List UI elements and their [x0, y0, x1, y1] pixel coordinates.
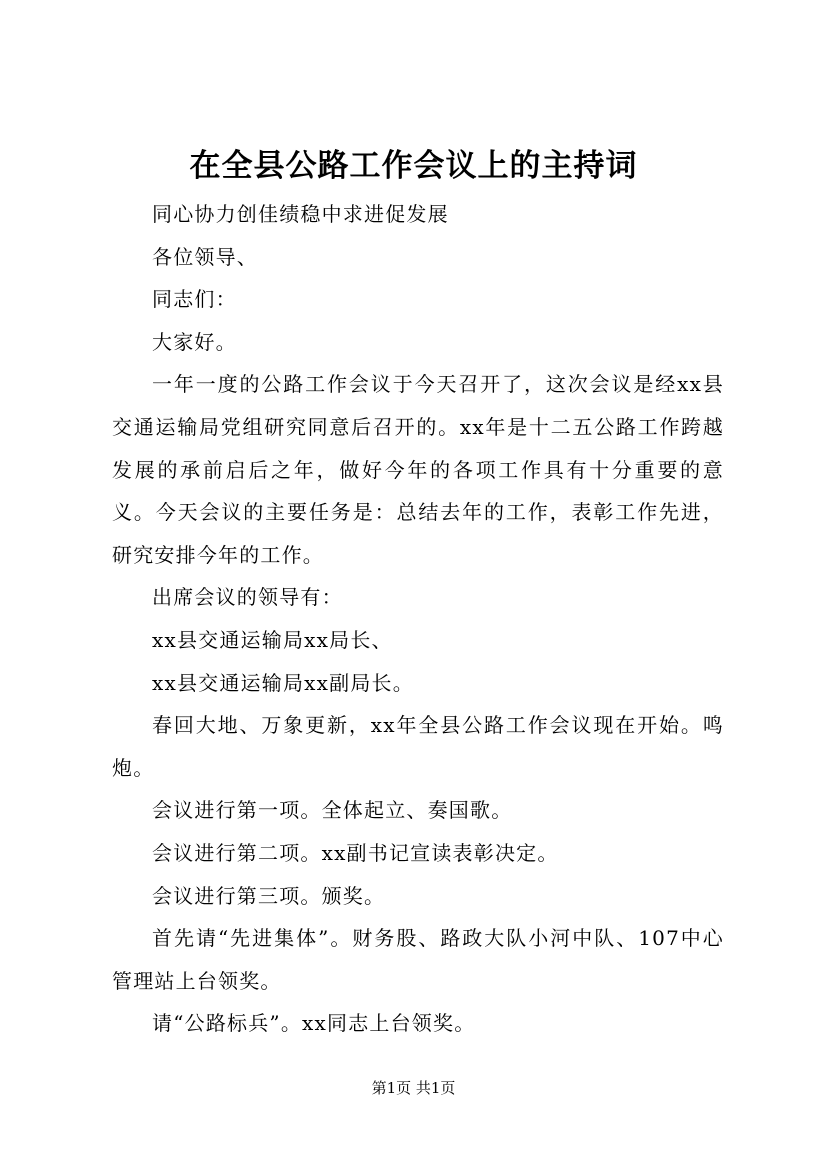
- paragraph-attendees-intro: 出席会议的领导有：: [152, 585, 343, 610]
- page-number-footer: 第1页 共1页: [371, 1079, 456, 1097]
- paragraph-salutation-leaders: 各位领导、: [152, 244, 258, 269]
- paragraph-opening: 一年一度的公路工作会议于今天召开了，这次会议是经xx县交通运输局党组研究同意后召开的。xx年是十二五公路工作跨越发展的承前启后之年，做好今年的各项工作具有十分重要的意义。今天会议的主要任务是：总结去年的工作，表彰工作先进，研究安排今年的工作。: [112, 372, 724, 567]
- paragraph-item-3: 会议进行第三项。颁奖。: [152, 883, 386, 908]
- paragraph-subtitle: 同心协力创佳绩稳中求进促发展: [152, 202, 449, 226]
- paragraph-item-2: 会议进行第二项。xx副书记宣读表彰决定。: [152, 840, 559, 865]
- paragraph-greeting: 大家好。: [152, 329, 237, 354]
- paragraph-attendee-1: xx县交通运输局xx局长、: [152, 627, 393, 652]
- paragraph-award-collectives: 首先请“先进集体”。财务股、路政大队小河中队、107中心管理站上台领奖。: [112, 926, 724, 993]
- paragraph-attendee-2: xx县交通运输局xx副局长。: [152, 670, 414, 695]
- paragraph-award-model: 请“公路标兵”。xx同志上台领奖。: [152, 1011, 476, 1036]
- document-title: 在全县公路工作会议上的主持词: [189, 148, 638, 184]
- paragraph-item-1: 会议进行第一项。全体起立、奏国歌。: [152, 798, 513, 823]
- paragraph-salutation-comrades: 同志们：: [152, 287, 237, 312]
- paragraph-meeting-start: 春回大地、万象更新，xx年全县公路工作会议现在开始。鸣炮。: [112, 713, 724, 780]
- document-body: [112, 193, 724, 1045]
